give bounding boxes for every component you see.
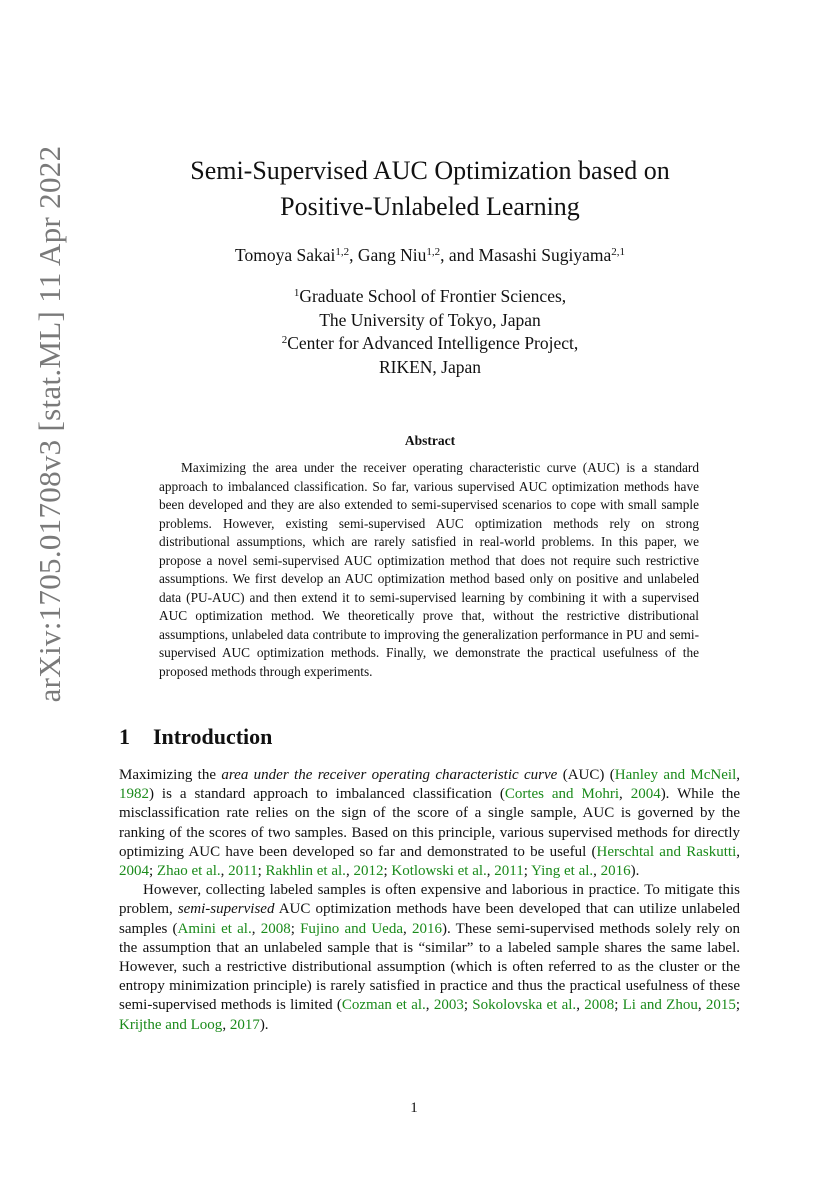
citation-link[interactable]: Krijthe and Loog [119, 1016, 223, 1033]
text: ; [149, 863, 157, 880]
affiliation-text: Center for Advanced Intelligence Project, [287, 333, 579, 353]
paper-title [120, 153, 740, 225]
abstract-text: Maximizing the area under the receiver operating characteristic curve (AUC) is a standard approach to imbalanced classification. So far, various supervised AUC optimization methods have been developed and they are also extended to semi-supervised scenarios to cope with small sample problems. However, existing semi-supervised AUC optimization methods rely on strong distributional assumptions, which are rarely satisfied in real-world problems. In this paper, we propose a novel semi-supervised AUC optimization method that does not require such restrictive assumptions. We first develop an AUC optimization method based only on positive and unlabeled data (PU-AUC) and then extend it to semi-supervised learning by combining it with a supervised AUC optimization method. We theoretically prove that, without the restrictive distributional assumptions, unlabeled data contribute to improving the generalization performance in PU and semi-supervised AUC optimization methods. Finally, we demonstrate the practical usefulness of the proposed methods through experiments. [159, 460, 699, 679]
author-affiliation-mark: 2,1 [611, 246, 625, 258]
author-name: Gang Niu [357, 245, 427, 265]
citation-link[interactable]: Ying et al. [531, 863, 594, 880]
citation-link[interactable]: Rakhlin et al. [265, 863, 346, 880]
citation-link[interactable]: 2017 [229, 1016, 260, 1033]
citation-link[interactable]: Zhao et al. [156, 863, 221, 880]
text: , [576, 997, 585, 1014]
text: However, collecting labeled samples is often expensive and laborious in practice. To mitigate this problem, [119, 882, 740, 918]
citation-link[interactable]: 2008 [584, 997, 615, 1014]
citation-link[interactable]: 2016 [411, 920, 442, 937]
affiliation-1-line-1 [120, 285, 740, 309]
citation-link[interactable]: Amini et al. [177, 920, 252, 937]
section-number: 1 [119, 724, 130, 749]
citation-link[interactable]: Cozman et al. [341, 997, 426, 1014]
text: , [736, 767, 741, 783]
citation-link[interactable]: 2016 [600, 863, 631, 880]
introduction-body [119, 766, 740, 1035]
citation-link[interactable]: Fujino and Ueda [300, 920, 403, 937]
intro-paragraph-1 [119, 766, 740, 881]
text: ; [523, 863, 532, 880]
citation-link[interactable]: Sokolovska et al. [472, 997, 577, 1014]
author-affiliation-mark: 1,2 [426, 246, 441, 258]
citation-link[interactable]: 2015 [705, 997, 736, 1014]
text: ). These semi-supervised methods solely rely on the assumption that an unlabeled sample that is “similar” to a labeled sample shares the same label. However, such a restrictive distributional assumption (which is often referred to as the cluster or the entropy minimization principle) is rarely satisfied in practice and thus the practical usefulness of these semi-supervised methods is limited ( [119, 920, 741, 1014]
text: (AUC) ( [557, 767, 615, 783]
citation-link[interactable]: 2008 [260, 920, 291, 937]
text: ; [257, 863, 266, 880]
citation-link[interactable]: 2003 [433, 997, 464, 1014]
text: Maximizing the [119, 767, 222, 783]
author-separator: , [349, 245, 358, 265]
abstract-heading: Abstract [404, 433, 456, 448]
author-separator: , and [440, 245, 479, 265]
affiliation-2-line-1 [120, 332, 740, 356]
text: ; [463, 997, 473, 1014]
citation-link[interactable]: Li and Zhou [622, 997, 698, 1014]
author-name: Masashi Sugiyama [478, 245, 612, 265]
section-heading [119, 724, 272, 750]
text: , [222, 1016, 230, 1033]
text: , [593, 863, 601, 880]
affiliations [120, 285, 740, 379]
title-line-1: Semi-Supervised AUC Optimization based on [190, 156, 670, 185]
text: ). [630, 863, 640, 880]
intro-paragraph-2 [119, 881, 740, 1035]
affiliation-mark: 2 [281, 334, 288, 346]
arxiv-identifier: arXiv:1705.01708v3 [stat.ML] 11 Apr 2022 [32, 145, 67, 703]
author-list [120, 245, 740, 266]
citation-link[interactable]: 2011 [228, 863, 258, 880]
emphasis: area under the receiver operating characteristic curve [221, 767, 558, 783]
text: , [251, 920, 261, 937]
citation-link[interactable]: 1982 [119, 786, 149, 803]
text: , [486, 863, 495, 880]
text: ; [735, 997, 741, 1014]
title-line-2: Positive-Unlabeled Learning [280, 192, 580, 221]
text: , [403, 920, 412, 937]
affiliation-2-line-2: RIKEN, Japan [378, 356, 482, 377]
citation-link[interactable]: Hanley and McNeil [614, 767, 737, 783]
author-affiliation-mark: 1,2 [335, 246, 350, 258]
text: , [619, 786, 631, 803]
text: , [345, 863, 354, 880]
citation-link[interactable]: 2012 [353, 863, 384, 880]
affiliation-text: Graduate School of Frontier Sciences, [299, 286, 567, 306]
citation-link[interactable]: Herschtal and Raskutti [596, 843, 737, 860]
section-title-text: Introduction [153, 724, 273, 749]
text: ). [259, 1016, 269, 1033]
citation-link[interactable]: 2004 [630, 786, 661, 803]
citation-link[interactable]: Cortes and Mohri [504, 786, 619, 803]
text: , [697, 997, 706, 1014]
text: , [220, 863, 229, 880]
affiliation-1-line-2: The University of Tokyo, Japan [319, 309, 541, 330]
citation-link[interactable]: 2004 [119, 863, 149, 880]
text: AUC optimization methods have been developed that can utilize unlabeled samples ( [119, 901, 740, 937]
citation-link[interactable]: 2011 [494, 863, 524, 880]
author-name: Tomoya Sakai [235, 245, 336, 265]
text: , [736, 843, 740, 860]
citation-link[interactable]: Kotlowski et al. [391, 863, 487, 880]
text: ). While the misclassification rate relies on the sign of the score of a single sample, AUC is governed by the ranking of the scores of two samples. Based on this principle, various supervised methods for directly optimizing AUC have been developed so far and demonstrated to be useful ( [119, 786, 740, 860]
text: ; [290, 920, 301, 937]
page-number: 1 [410, 1100, 418, 1116]
text: ) is a standard approach to imbalanced classification ( [149, 786, 505, 803]
text: ; [383, 863, 392, 880]
text: ; [614, 997, 623, 1014]
emphasis: semi-supervised [177, 901, 275, 918]
text: , [425, 997, 434, 1014]
affiliation-mark: 1 [293, 287, 300, 299]
